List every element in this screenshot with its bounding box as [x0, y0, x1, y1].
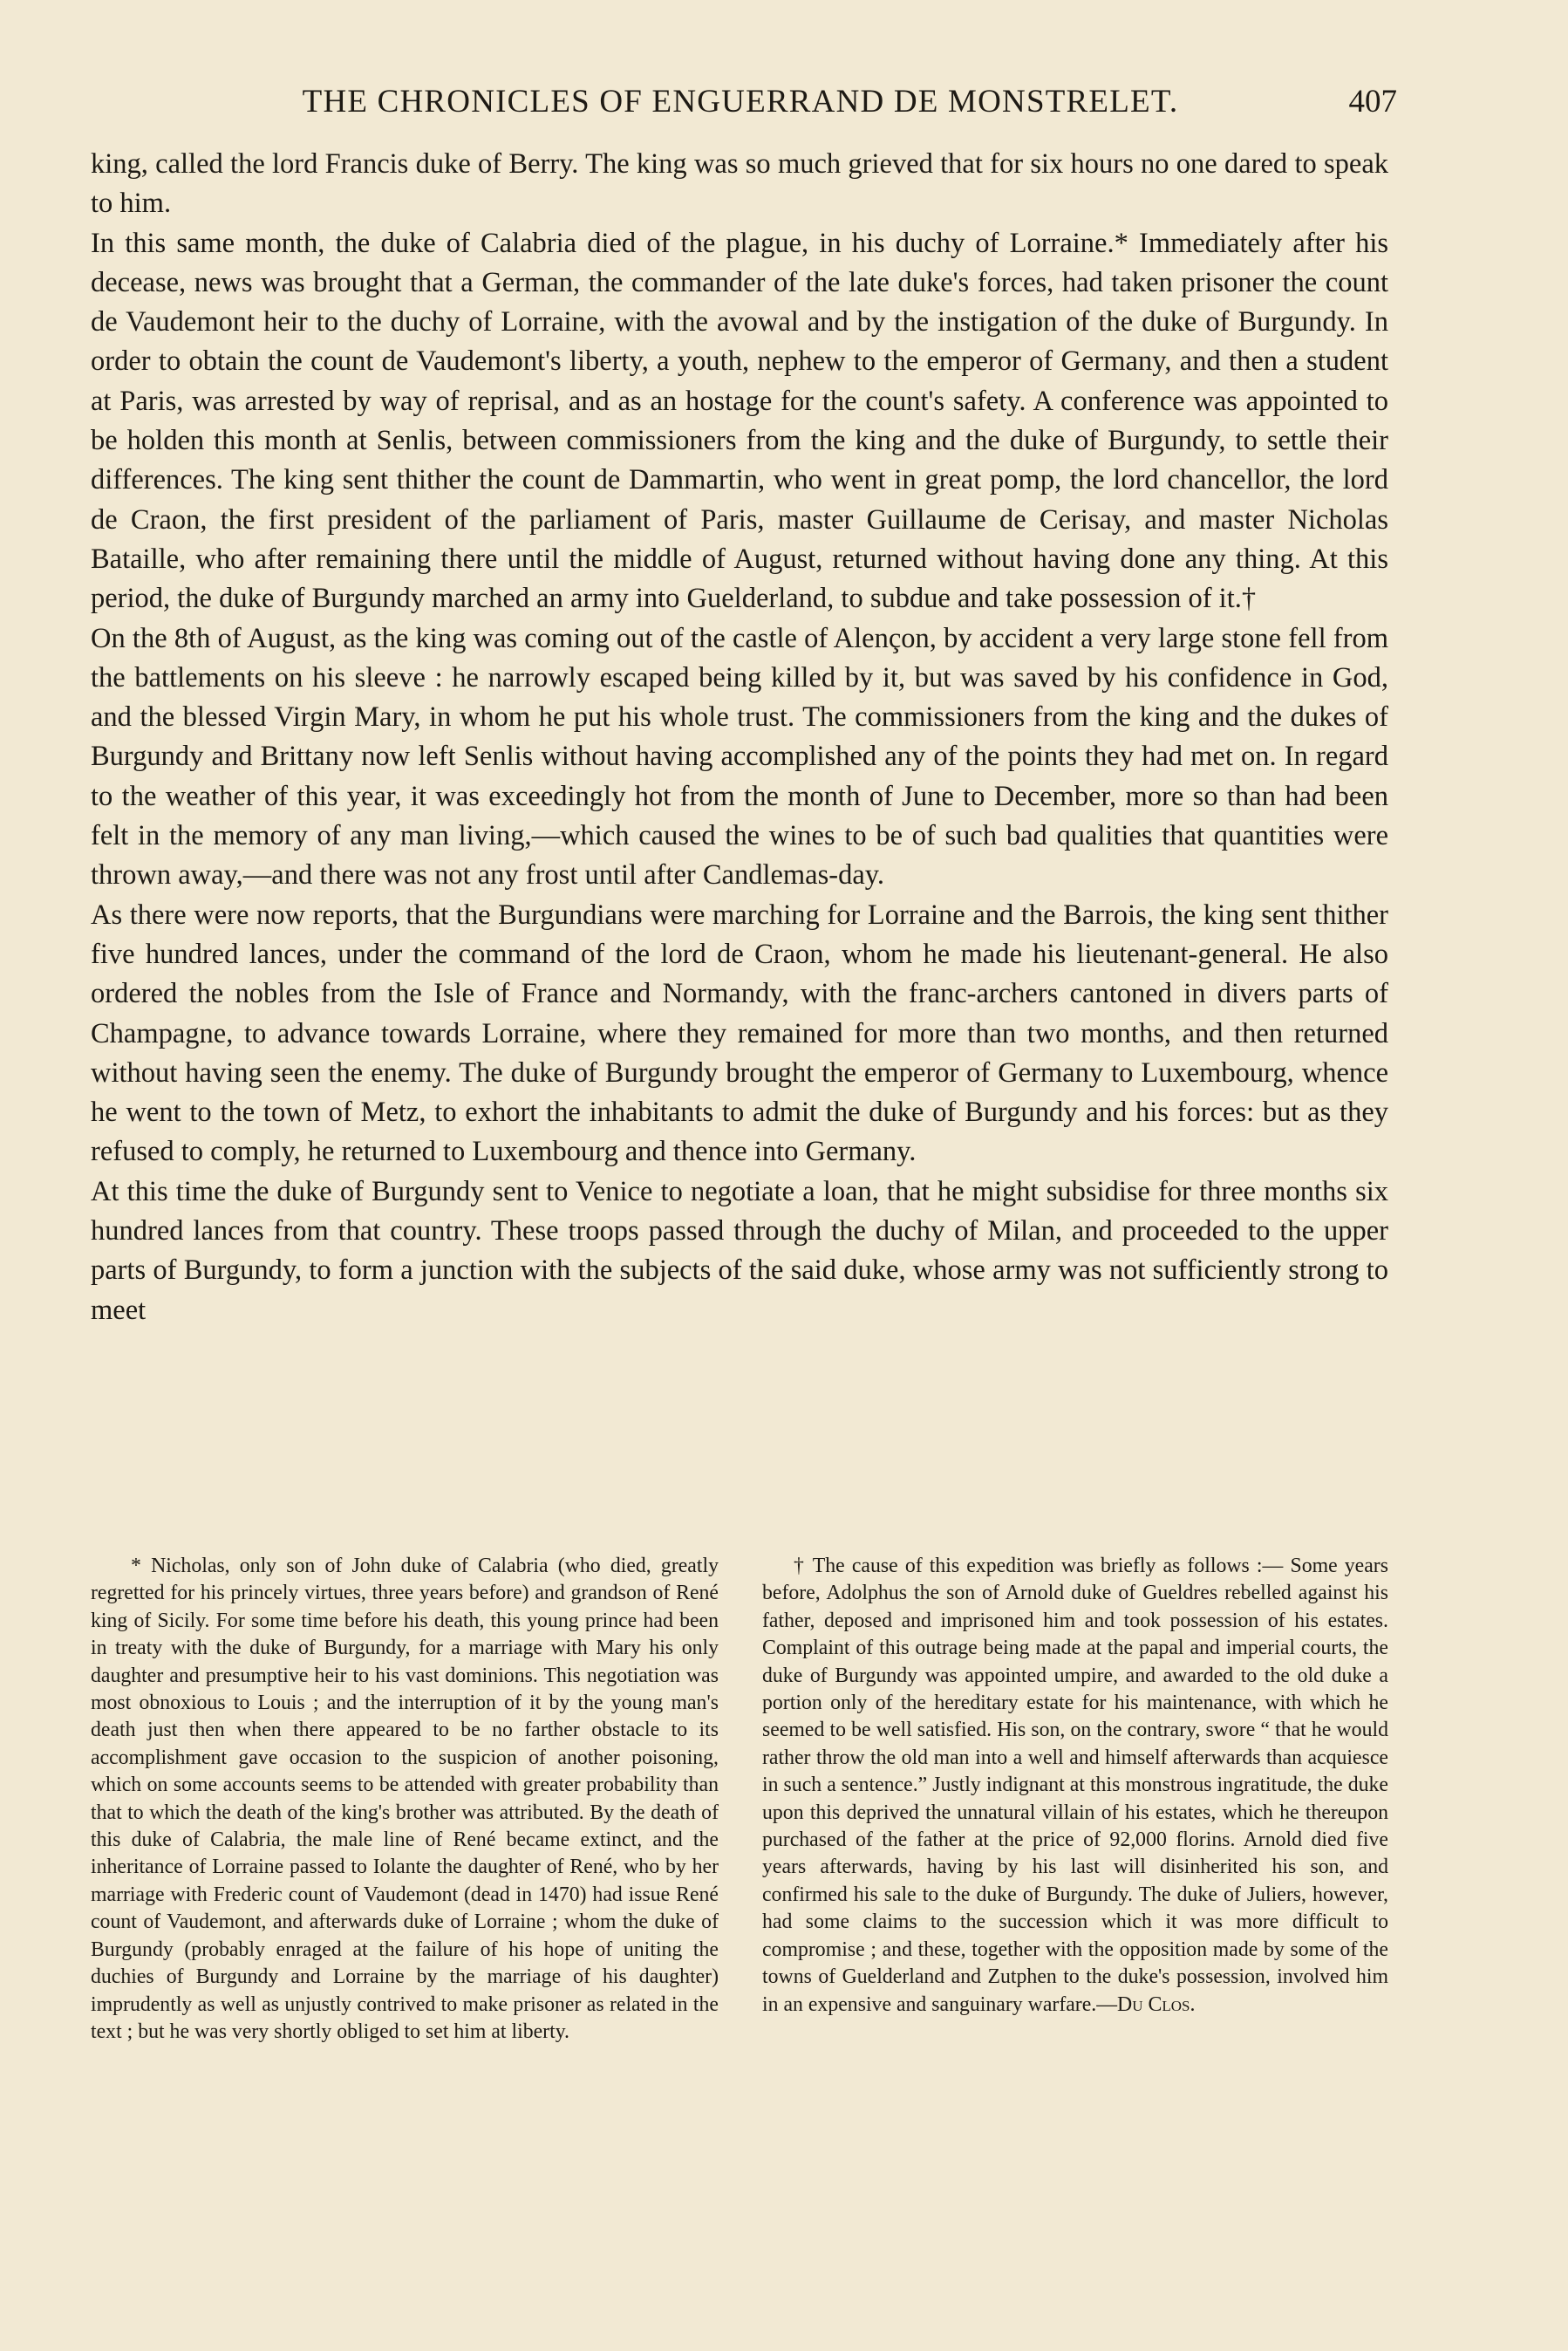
main-text [91, 145, 1388, 1330]
running-header [87, 80, 1397, 124]
footnote-right-text: † The cause of this expedition was briefly as follows :— Some years before, Adolphus the son of Arnold duke of Gueldres rebelled against his father, deposed and imprisoned him and took possession of his estates. Complaint of this outrage being made at the papal and imperial courts, the duke of Burgundy was appointed umpire, and awarded to the old duke a portion only of the hereditary estate for his maintenance, with which he seemed to be well satisfied. His son, on the contrary, swore “ that he would rather throw the old man into a well and himself afterwards than acquiesce in such a sentence.” Justly indignant at this monstrous ingratitude, the duke upon this deprived the unnatural villain of his estates, which he thereupon purchased of the father at the price of 92,000 florins. Arnold died five years afterwards, having by his last will disinherited his son, and confirmed his sale to the duke of Burgundy. The duke of Juliers, however, had some claims to the succession which it was more difficult to compromise ; and these, together with the opposition made by some of the towns of Guelderland and Zutphen to the duke's possession, involved him in an expensive and sanguinary warfare.— [762, 1555, 1388, 2016]
footnote-left [91, 1553, 719, 2046]
paragraph: At this time the duke of Burgundy sent to Venice to negotiate a loan, that he might subsidise for three months six hundred lances from that country. These troops passed through the duchy of Milan, and proceeded to the upper parts of Burgundy, to form a junction with the subjects of the said duke, whose army was not sufficiently strong to meet [91, 1175, 1388, 1326]
footnote-author: Du Clos. [1117, 1992, 1196, 2016]
paragraph: In this same month, the duke of Calabria died of the plague, in his duchy of Lorraine.* Immediately after his decease, news was brought that a German, the commander of the late duke's forces, had taken prisoner the count de Vaudemont heir to the duchy of Lorraine, with the avowal and by the instigation of the duke of Burgundy. In order to obtain the count de Vaudemont's liberty, a youth, nephew to the emperor of Germany, and then a student at Paris, was arrested by way of reprisal, and as an hostage for the count's safety. A conference was appointed to be holden this month at Senlis, between commissioners from the king and the duke of Burgundy, to settle their differences. The king sent thither the count de Dammartin, who went in great pomp, the lord chancellor, the lord de Craon, the first president of the parliament of Paris, master Guillaume de Cerisay, and master Nicholas Bataille, who after remaining there until the middle of August, returned without having done any thing. At this period, the duke of Burgundy marched an army into Guelderland, to subdue and take possession of it.† [91, 227, 1388, 615]
paragraph: As there were now reports, that the Burgundians were marching for Lorraine and the Barrois, the king sent thither five hundred lances, under the command of the lord de Craon, whom he made his lieutenant-general. He also ordered the nobles from the Isle of France and Normandy, with the franc-archers cantoned in divers parts of Champagne, to advance towards Lorraine, where they remained for more than two months, and then returned without having seen the enemy. The duke of Burgundy brought the emperor of Germany to Luxembourg, whence he went to the town of Metz, to exhort the inhabitants to admit the duke of Burgundy and his forces: but as they refused to comply, he returned to Luxembourg and thence into Germany. [91, 899, 1388, 1168]
paragraph: king, called the lord Francis duke of Berry. The king was so much grieved that for six hours no one dared to speak to him. [91, 148, 1388, 220]
running-title: THE CHRONICLES OF ENGUERRAND DE MONSTRELET. [302, 84, 1179, 120]
page-number: 407 [1348, 84, 1397, 120]
footnote-left-text: * Nicholas, only son of John duke of Calabria (who died, greatly regretted for his princely virtues, three years before) and grandson of René king of Sicily. For some time before his death, this young prince had been in treaty with the duke of Burgundy, for a marriage with Mary his only daughter and presumptive heir to his vast dominions. This negotiation was most obnoxious to Louis ; and the interruption of it by the young man's death just then when there appeared to be no farther obstacle to its accomplishment gave occasion to the suspicion of another poisoning, which on some accounts seems to be attended with greater probability than that to which the death of the king's brother was attributed. By the death of this duke of Calabria, the male line of René became extinct, and the inheritance of Lorraine passed to Iolante the daughter of René, who by her marriage with Frederic count of Vaudemont (dead in 1470) had issue René count of Vaudemont, and afterwards duke of Lorraine ; whom the duke of Burgundy (probably enraged at the failure of his hope of uniting the duchies of Burgundy and Lorraine by the marriage of his daughter) imprudently as well as unjustly contrived to make prisoner as related in the text ; but he was very shortly obliged to set him at liberty. [91, 1555, 719, 2043]
paragraph: On the 8th of August, as the king was coming out of the castle of Alençon, by accident a very large stone fell from the battlements on his sleeve : he narrowly escaped being killed by it, but was saved by his confidence in God, and the blessed Virgin Mary, in whom he put his whole trust. The commissioners from the king and the dukes of Burgundy and Brittany now left Senlis without having accomplished any of the points they had met on. In regard to the weather of this year, it was exceedingly hot from the month of June to December, more so than had been felt in the memory of any man living,—which caused the wines to be of such bad qualities that quantities were thrown away,—and there was not any frost until after Candlemas-day. [91, 622, 1388, 892]
footnote-right [762, 1553, 1388, 2019]
footnotes [91, 1553, 1388, 2303]
